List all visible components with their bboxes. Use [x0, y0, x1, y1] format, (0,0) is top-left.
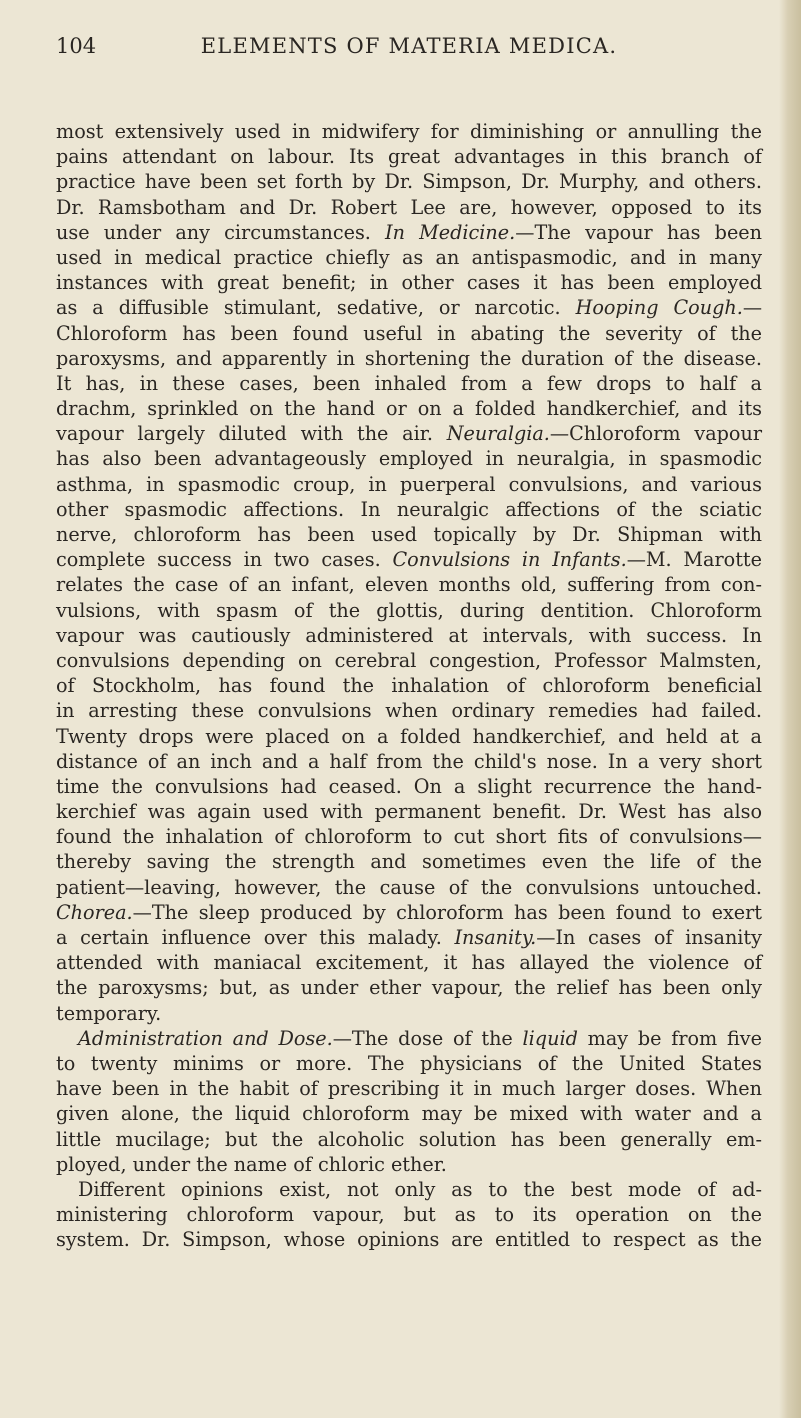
text-segment: vapour largely diluted with the air. — [56, 422, 447, 446]
text-segment: —The sleep produced by chloroform has been found to exert — [132, 900, 762, 924]
text-segment: has also been advantageously employed in neuralgia, in spasmodic — [56, 447, 762, 471]
text-line — [56, 446, 762, 471]
text-segment: —Chloroform vapour — [549, 422, 762, 446]
text-segment: time the convulsions had ceased. On a slight recurrence the hand- — [56, 774, 762, 798]
text-segment: It has, in these cases, been inhaled from a few drops to half a — [56, 371, 762, 395]
italic-heading: liquid — [522, 1026, 578, 1050]
text-segment: —The vapour has been — [515, 220, 763, 244]
text-line — [56, 799, 762, 824]
text-line — [56, 169, 762, 194]
text-line — [56, 396, 762, 421]
text-line — [56, 1051, 762, 1076]
text-line — [56, 220, 762, 245]
text-line — [56, 1076, 762, 1101]
running-title: ELEMENTS OF MATERIA MEDICA. — [200, 34, 618, 58]
text-segment: Chloroform has been found useful in abating the severity of the — [56, 321, 762, 345]
text-line — [56, 245, 762, 270]
text-line — [56, 623, 762, 648]
text-line — [56, 774, 762, 799]
text-segment: used in medical practice chiefly as an antispasmodic, and in many — [56, 245, 762, 269]
text-segment: distance of an inch and a half from the child's nose. In a very short — [56, 749, 762, 773]
text-line — [56, 1001, 762, 1026]
text-segment: thereby saving the strength and sometimes even the life of the — [56, 850, 762, 874]
italic-heading: Convulsions in Infants. — [392, 548, 627, 572]
text-segment: given alone, the liquid chloroform may be mixed with water and a — [56, 1102, 762, 1126]
text-line — [56, 195, 762, 220]
text-line — [56, 144, 762, 169]
text-segment: nerve, chloroform has been used topically by Dr. Shipman with — [56, 523, 762, 546]
page-edge-shadow — [779, 0, 801, 1418]
text-segment: ployed, under the name of chloric ether. — [56, 1152, 447, 1176]
text-line — [56, 295, 762, 320]
text-line — [56, 925, 762, 950]
page-header — [56, 34, 762, 64]
text-line — [56, 824, 762, 849]
text-segment: other spasmodic affections. In neuralgic affections of the sciatic — [56, 497, 762, 521]
body-text — [56, 119, 762, 1252]
text-line — [56, 749, 762, 774]
text-segment: to twenty minims or more. The physicians of the United States — [56, 1051, 762, 1075]
text-line — [56, 1227, 762, 1252]
text-segment: Different opinions exist, not only as to the best mode of ad- — [78, 1177, 762, 1201]
text-line — [56, 522, 762, 547]
text-line — [56, 547, 762, 572]
text-segment: —The dose of the — [332, 1026, 523, 1050]
text-segment: attended with maniacal excitement, it has allayed the violence of — [56, 951, 762, 975]
text-line — [56, 875, 762, 900]
text-line — [56, 270, 762, 295]
text-line — [56, 346, 762, 371]
italic-heading: Administration and Dose. — [78, 1026, 333, 1050]
text-line — [56, 698, 762, 723]
text-line — [56, 371, 762, 396]
text-line — [56, 1127, 762, 1152]
text-line — [56, 598, 762, 623]
text-segment: little mucilage; but the alcoholic solution has been generally em- — [56, 1127, 762, 1151]
text-line — [56, 900, 762, 925]
text-segment: — — [742, 296, 763, 320]
text-line — [56, 950, 762, 975]
text-line — [56, 1202, 762, 1227]
text-segment: the paroxysms; but, as under ether vapour, the relief has been only — [56, 976, 762, 1000]
text-line — [56, 648, 762, 673]
text-segment: drachm, sprinkled on the hand or on a folded handkerchief, and its — [56, 397, 762, 421]
text-line — [56, 119, 762, 144]
text-line — [56, 572, 762, 597]
text-segment: Twenty drops were placed on a folded handkerchief, and held at a — [56, 724, 762, 748]
text-segment: vulsions, with spasm of the glottis, during dentition. Chloroform — [56, 598, 762, 622]
text-segment: a certain influence over this malady. — [56, 926, 455, 949]
text-line — [56, 724, 762, 749]
text-line — [56, 849, 762, 874]
text-segment: of Stockholm, has found the inhalation of chloroform beneficial — [56, 674, 762, 698]
italic-heading: Hooping Cough. — [575, 296, 743, 320]
text-line — [56, 421, 762, 446]
text-segment: —In cases of insanity — [536, 926, 762, 949]
text-line — [56, 1152, 762, 1177]
text-segment: complete success in two cases. — [56, 548, 393, 572]
italic-heading: Chorea. — [56, 900, 133, 924]
text-segment: —M. Marotte — [626, 548, 762, 572]
text-line — [56, 1101, 762, 1126]
text-segment: system. Dr. Simpson, whose opinions are entitled to respect as the — [56, 1228, 762, 1252]
text-segment: vapour was cautiously administered at intervals, with success. In — [56, 623, 762, 647]
text-segment: instances with great benefit; in other cases it has been employed — [56, 271, 762, 295]
text-line — [56, 673, 762, 698]
text-line — [56, 1177, 762, 1202]
text-segment: may be from five — [577, 1026, 762, 1050]
text-segment: have been in the habit of prescribing it in much larger doses. When — [56, 1077, 762, 1101]
text-segment: asthma, in spasmodic croup, in puerperal convulsions, and various — [56, 472, 762, 496]
text-segment: Dr. Ramsbotham and Dr. Robert Lee are, however, opposed to its — [56, 195, 762, 219]
text-line — [56, 497, 762, 522]
text-segment: relates the case of an infant, eleven months old, suffering from con- — [56, 573, 762, 597]
text-line — [56, 321, 762, 346]
text-segment: ministering chloroform vapour, but as to its operation on the — [56, 1203, 762, 1227]
text-segment: found the inhalation of chloroform to cut short fits of convulsions— — [56, 825, 762, 849]
italic-heading: In Medicine. — [385, 220, 516, 244]
text-line — [56, 472, 762, 497]
text-segment: pains attendant on labour. Its great advantages in this branch of — [56, 145, 762, 169]
text-line — [56, 1026, 762, 1051]
text-line — [56, 975, 762, 1000]
text-segment: temporary. — [56, 1001, 162, 1025]
text-segment: most extensively used in midwifery for diminishing or annulling the — [56, 120, 762, 143]
text-segment: in arresting these convulsions when ordinary remedies had failed. — [56, 699, 762, 723]
text-segment: paroxysms, and apparently in shortening the duration of the disease. — [56, 346, 762, 370]
text-segment: use under any circumstances. — [56, 220, 386, 244]
text-segment: as a diffusible stimulant, sedative, or narcotic. — [56, 296, 576, 320]
text-segment: practice have been set forth by Dr. Simpson, Dr. Murphy, and others. — [56, 170, 762, 194]
italic-heading: Neuralgia. — [446, 422, 550, 446]
text-segment: kerchief was again used with permanent benefit. Dr. West has also — [56, 800, 762, 824]
page-number: 104 — [56, 34, 97, 58]
text-segment: patient—leaving, however, the cause of the convulsions untouched. — [56, 875, 762, 899]
italic-heading: Insanity. — [454, 926, 537, 949]
text-segment: convulsions depending on cerebral congestion, Professor Malmsten, — [56, 648, 762, 672]
